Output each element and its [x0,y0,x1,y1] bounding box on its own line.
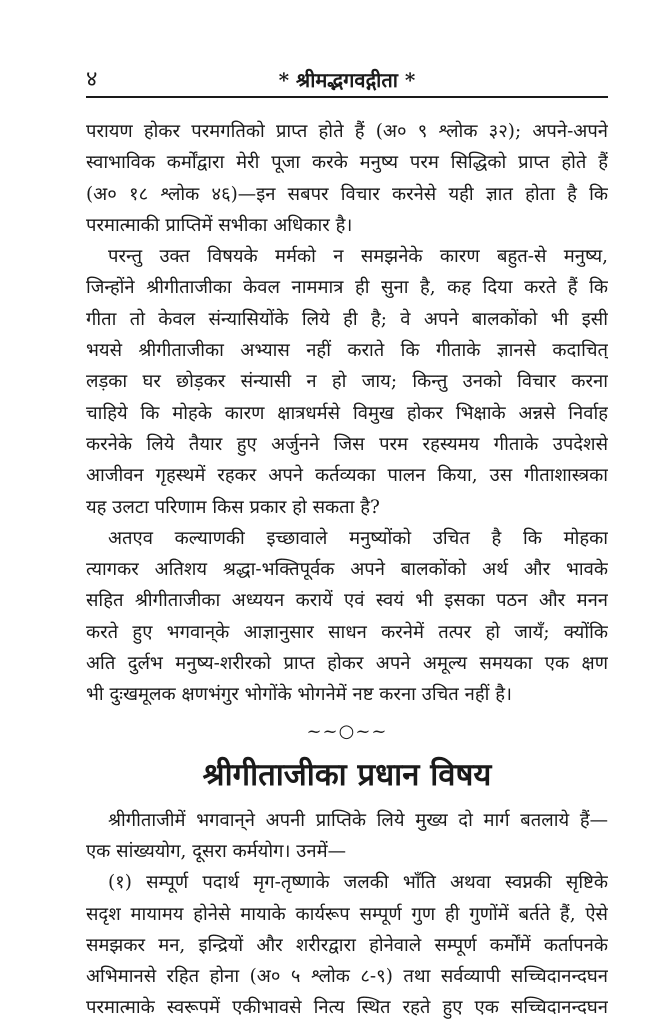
text-line: परायण होकर परमगतिको प्राप्त होते हैं (अ० ९ श्लोक ३२); अपने-अपने [86,121,608,142]
section-title: श्रीगीताजीका प्रधान विषय [202,756,492,793]
text-line: परमात्माके स्वरूपमें एकीभावसे नित्य स्थित रहते हुए एक सच्चिदानन्दघन [86,997,608,1019]
page-body [86,116,608,1024]
text-line: करते हुए भगवान्‌के आज्ञानुसार साधन करनेमें तत्पर हो जायँ; क्योंकि [86,621,608,643]
text-line: (अ० १८ श्लोक ४६)—इन सबपर विचार करनेसे यही ज्ञात होता है कि [86,183,608,205]
text-line: लड़का घर छोड़कर संन्यासी न हो जाय; किन्तु उनको विचार करना [86,371,608,393]
text-line: जिन्होंने श्रीगीताजीका केवल नाममात्र ही सुना है, कह दिया करते हैं कि [86,277,608,299]
text-line: अति दुर्लभ मनुष्य-शरीरको प्राप्त होकर अपने अमूल्य समयका एक क्षण [86,653,608,675]
text-line: त्यागकर अतिशय श्रद्धा-भक्तिपूर्वक अपने बालकोंको अर्थ और भावके [86,559,608,581]
text-line: करनेके लिये तैयार हुए अर्जुनने जिस परम रहस्यमय गीताके उपदेशसे [86,433,608,455]
text-line: सदृश मायामय होनेसे मायाके कार्यरूप सम्पूर्ण गुण ही गुणोंमें बर्तते हैं, ऐसे [86,903,608,925]
paragraph-2 [86,241,608,523]
text-line: परमात्माकी प्राप्तिमें सभीका अधिकार है। [86,214,353,236]
paragraph-3 [86,523,608,711]
text-line: समझकर मन, इन्द्रियों और शरीरद्वारा होनेवाले सम्पूर्ण कर्मोंमें कर्तापनके [86,934,608,956]
text-line: श्रीगीताजीमें भगवान्‌ने अपनी प्राप्तिके लिये मुख्य दो मार्ग बतलाये हैं— [108,809,608,831]
paragraph-5 [86,867,608,1023]
text-line: एक सांख्ययोग, दूसरा कर्मयोग। उनमें— [86,840,346,862]
text-line: (१) सम्पूर्ण पदार्थ मृग-तृष्णाके जलकी भाँति अथवा स्वप्नकी सृष्टिके [108,872,608,894]
paragraph-4 [86,805,608,868]
text-line: भी दुःखमूलक क्षणभंगुर भोगोंके भोगनेमें नष्ट करना उचित नहीं है। [86,684,512,706]
page-number: ४ [86,67,98,92]
text-line: अभिमानसे रहित होना (अ० ५ श्लोक ८-९) तथा सर्वव्यापी सच्चिदानन्दघन [86,966,608,988]
text-line: भयसे श्रीगीताजीका अभ्यास नहीं कराते कि गीताके ज्ञानसे कदाचित् [86,340,608,362]
paragraph-1 [86,116,608,241]
text-line: यह उलटा परिणाम किस प्रकार हो सकता है? [86,496,380,518]
running-head: * श्रीमद्भगवद्गीता * [278,68,416,92]
page-header [86,62,608,98]
text-line: चाहिये कि मोहके कारण क्षात्रधर्मसे विमुख होकर भिक्षाके अन्नसे निर्वाह [86,402,608,424]
header-rule [86,96,608,98]
text-line: गीता तो केवल संन्यासियोंके लिये ही है; वे अपने बालकोंको भी इसी [86,308,608,330]
text-line: स्वाभाविक कर्मोंद्वारा मेरी पूजा करके मनुष्य परम सिद्धिको प्राप्त होते हैं [86,152,608,174]
text-line: अतएव कल्याणकी इच्छावाले मनुष्योंको उचित है कि मोहका [108,527,608,549]
text-line: आजीवन गृहस्थमें रहकर अपने कर्तव्यका पालन किया, उस गीताशास्त्रका [86,465,608,487]
text-line: सहित श्रीगीताजीका अध्ययन करायें एवं स्वयं भी इसका पठन और मनन [86,590,608,612]
section-ornament: ~~○~~ [306,720,388,742]
text-line: परन्तु उक्त विषयके मर्मको न समझनेके कारण बहुत-से मनुष्य, [108,246,608,268]
